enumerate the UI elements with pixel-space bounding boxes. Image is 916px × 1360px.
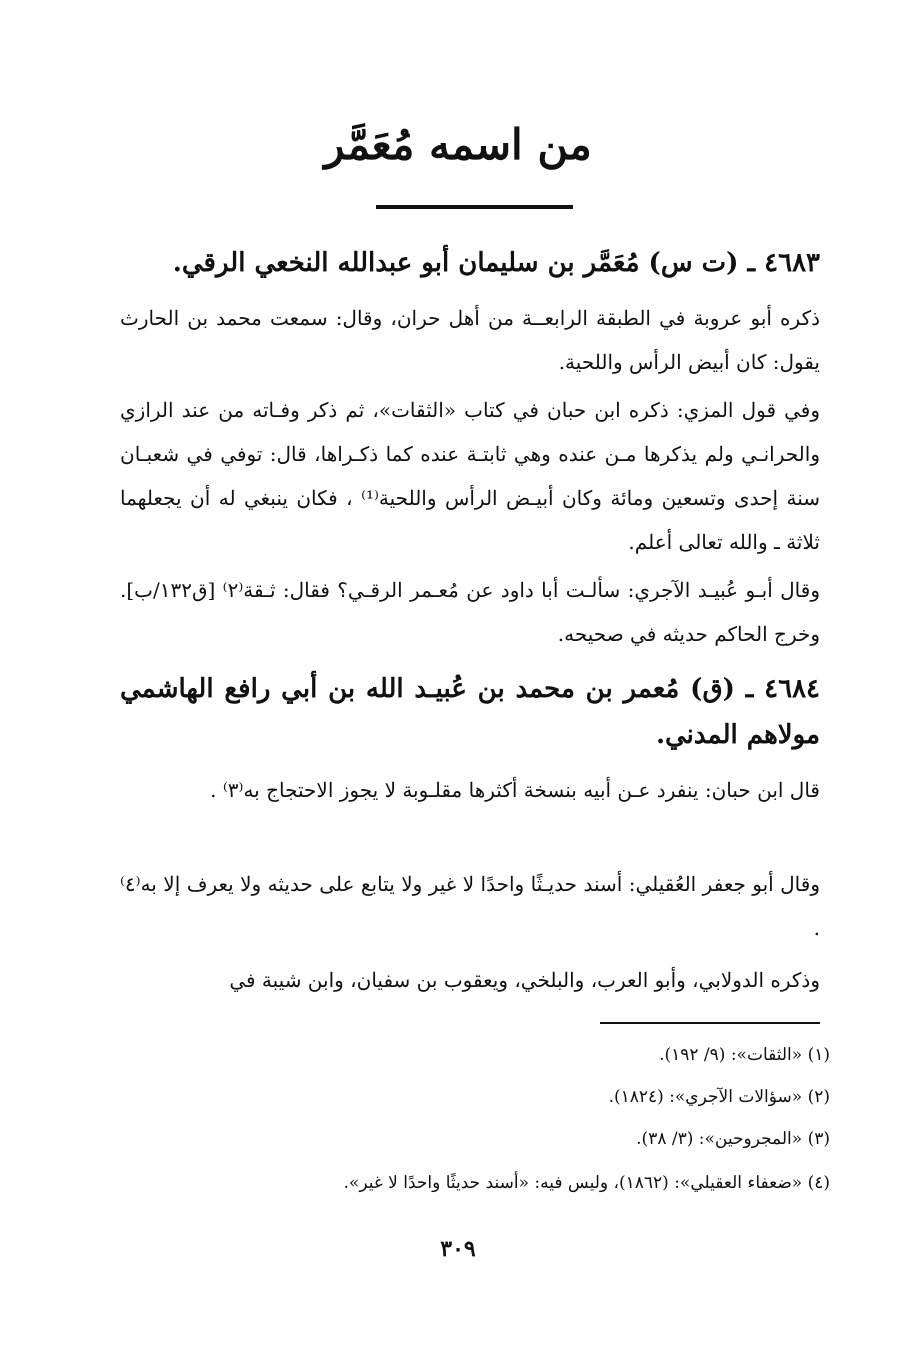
entry-4683-paragraph-3: وقال أبـو عُبيـد الآجري: سألـت أبا داود عن مُعـمر الرقـي؟ فقال: ثـقة⁽٢⁾ [ق١٣٢/ب]. وخرج الحاكم حديثه في صحيحه.: [120, 578, 820, 646]
entry-heading-4683: ٤٦٨٣ ـ (ت س) مُعَمَّر بن سليمان أبو عبدالله النخعي الرقي.: [172, 248, 820, 278]
footnote-2: (٢) «سؤالات الآجري»: (١٨٢٤).: [608, 1087, 830, 1107]
entry-4683-paragraph-1: ذكره أبو عروبة في الطبقة الرابعــة من أهل حران، وقال: سمعت محمد بن الحارث يقول: كان أبيض الرأس واللحية.: [120, 306, 820, 374]
footnote-1: (١) «الثقات»: (٩/ ١٩٢).: [659, 1045, 830, 1065]
footnote-3: (٣) «المجروحين»: (٣/ ٣٨).: [636, 1129, 830, 1149]
title-underline: [376, 205, 573, 209]
entry-4684-paragraph-3: وذكره الدولابي، وأبو العرب، والبلخي، ويعقوب بن سفيان، وابن شيبة في: [229, 968, 820, 992]
page-number: ٣٠٩: [440, 1236, 476, 1262]
entry-4684-paragraph-2: وقال أبو جعفر العُقيلي: أسند حديـثًا واحدًا لا غير ولا يتابع على حديثه ولا يعرف إلا به⁽٤⁾ .: [120, 872, 820, 940]
footnote-4: (٤) «ضعفاء العقيلي»: (١٨٦٢)، وليس فيه: «أسند حديثًا واحدًا لا غير».: [343, 1173, 830, 1193]
footnote-separator: [600, 1022, 820, 1024]
entry-heading-4684: ٤٦٨٤ ـ (ق) مُعمر بن محمد بن عُبيـد الله بن أبي رافع الهاشمي مولاهم المدني.: [120, 674, 820, 750]
chapter-title: من اسمه مُعَمَّر: [324, 120, 592, 169]
entry-4684-paragraph-1: قال ابن حبان: ينفرد عـن أبيه بنسخة أكثرها مقلـوبة لا يجوز الاحتجاج به⁽٣⁾ .: [210, 778, 820, 802]
entry-4683-paragraph-2: وفي قول المزي: ذكره ابن حبان في كتاب «الثقات»، ثم ذكر وفـاته من عند الرازي والحرانـي ولم يذكرها مـن عنده وهي ثابتـة عنده كما ذكـراها، قال: توفي في شعبـان سنة إحدى وتسعين ومائة وكان أبيـض الرأس واللحية⁽¹⁾ ، فكان ينبغي له أن يجعلهما ثلاثة ـ والله تعالى أعلم.: [120, 398, 820, 554]
